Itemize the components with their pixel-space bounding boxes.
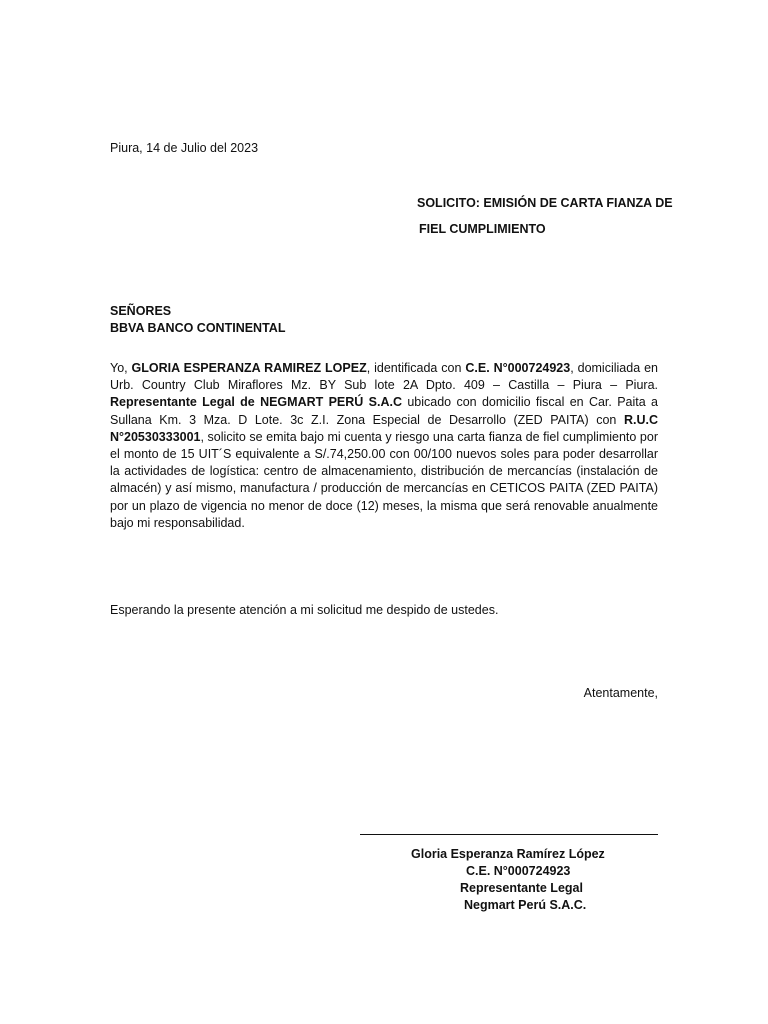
signature-line <box>360 834 658 835</box>
requester-ce: C.E. N°000724923 <box>465 361 571 375</box>
signature-title: Representante Legal <box>460 881 583 895</box>
company-ruc: R.U.C N°20530333001 <box>110 412 658 444</box>
addressee <box>110 303 285 337</box>
body-text-1: Yo, <box>110 361 132 375</box>
requester-role: Representante Legal de NEGMART PERÚ S.A.C <box>110 395 402 410</box>
closing-sentence: Esperando la presente atención a mi solicitud me despido de ustedes. <box>110 603 499 617</box>
signature-company: Negmart Perú S.A.C. <box>464 898 587 912</box>
addressee-line-2: BBVA BANCO CONTINENTAL <box>110 321 286 335</box>
body-paragraph <box>110 360 658 532</box>
reference-line-2: FIEL CUMPLIMIENTO <box>419 222 546 236</box>
signature-name: Gloria Esperanza Ramírez López <box>411 847 605 861</box>
requester-name: GLORIA ESPERANZA RAMIREZ LOPEZ <box>131 361 367 375</box>
regards: Atentamente, <box>583 686 658 700</box>
letter-date: Piura, 14 de Julio del 2023 <box>110 141 259 155</box>
body-text-2: , identificada con <box>366 361 466 375</box>
body-text-3: , domiciliada en Urb. Country Club Miraflores Mz. BY Sub lote 2A Dpto. 409 – Castilla – Piura – Piura. <box>110 361 658 393</box>
body-text-4: ubicado con domicilio fiscal en Car. Paita a Sullana Km. 3 Mza. D Lote. 3c Z.I. Zona Especial de Desarrollo (ZED PAITA) con <box>110 395 658 427</box>
signature-block <box>360 846 658 914</box>
body-text-5: , solicito se emita bajo mi cuenta y riesgo una carta fianza de fiel cumplimiento por el monto de 15 UIT´S equivalente a S/.74,250.00 con 00/100 nuevos soles para poder desarrollar la actividades de logística: centro de almacenamiento, distribución de mercancías (instalación de almacén) y así mismo, manufactura / producción de mercancías en CETICOS PAITA (ZED PAITA) por un plazo de vigencia no menor de doce (12) meses, la misma que será renovable anualmente bajo mi responsabilidad. <box>110 429 658 530</box>
signature-ce: C.E. N°000724923 <box>466 864 571 878</box>
reference-line-1: SOLICITO: EMISIÓN DE CARTA FIANZA DE <box>417 196 673 210</box>
addressee-line-1: SEÑORES <box>110 304 172 318</box>
